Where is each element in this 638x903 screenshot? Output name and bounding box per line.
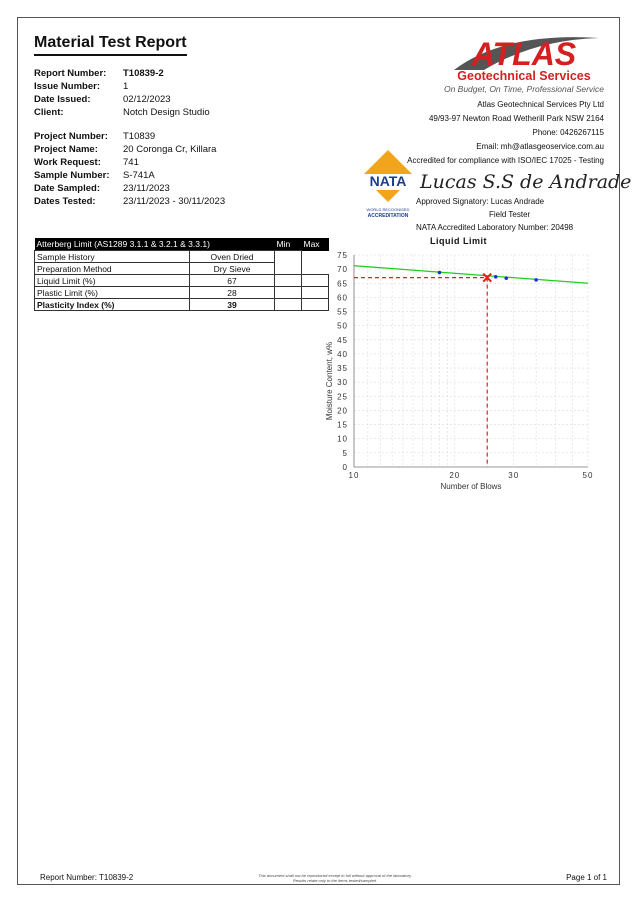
row-label: Preparation Method bbox=[35, 263, 190, 275]
data-point bbox=[534, 278, 538, 282]
nata-caption-1: WORLD RECOGNISED bbox=[366, 207, 410, 212]
row-label: Plastic Limit (%) bbox=[35, 287, 190, 299]
company-name: Atlas Geotechnical Services Pty Ltd bbox=[477, 100, 604, 109]
x-axis-label: Number of Blows bbox=[440, 482, 502, 491]
signature-text: Lucas S.S de Andrade bbox=[420, 171, 632, 193]
y-tick-label: 35 bbox=[337, 364, 348, 374]
row-value: Dry Sieve bbox=[190, 263, 275, 275]
field-date-sampled: Date Sampled: 23/11/2023 bbox=[34, 183, 170, 194]
y-tick-label: 65 bbox=[337, 279, 348, 289]
y-tick-label: 0 bbox=[342, 463, 348, 472]
signatory-block bbox=[416, 195, 573, 234]
approved-signatory: Approved Signatory: Lucas Andrade bbox=[416, 197, 545, 206]
atterberg-header-row bbox=[35, 238, 329, 251]
fit-line bbox=[354, 266, 588, 284]
row-value: 28 bbox=[190, 287, 275, 299]
y-tick-label: 40 bbox=[337, 349, 348, 359]
signature bbox=[416, 162, 632, 198]
liquid-limit-chart bbox=[320, 245, 600, 493]
table-row bbox=[35, 287, 329, 299]
y-tick-label: 15 bbox=[337, 420, 348, 430]
row-value: 67 bbox=[190, 275, 275, 287]
footer-report-number: Report Number: T10839-2 bbox=[40, 873, 134, 882]
company-accreditation: Accredited for compliance with ISO/IEC 17025 - Testing bbox=[407, 156, 604, 165]
row-min bbox=[275, 299, 302, 311]
field-project-number: Project Number: T10839 bbox=[34, 131, 156, 142]
footer-disclaimer bbox=[240, 873, 430, 883]
row-min bbox=[275, 251, 302, 275]
field-client: Client: Notch Design Studio bbox=[34, 107, 210, 118]
report-title: Material Test Report bbox=[34, 34, 187, 56]
company-email: Email: mh@atlasgeoservice.com.au bbox=[476, 142, 604, 151]
table-row bbox=[35, 251, 329, 263]
signatory-role: Field Tester bbox=[489, 210, 531, 219]
disclaimer-line-2: Results relate only to the items tested/sampled. bbox=[292, 878, 378, 883]
y-tick-label: 75 bbox=[337, 251, 348, 260]
project-fields bbox=[34, 130, 284, 208]
y-tick-label: 25 bbox=[337, 392, 348, 402]
row-min bbox=[275, 287, 302, 299]
logo-subtitle: Geotechnical Services bbox=[457, 69, 591, 83]
disclaimer-line-1: This document shall not be reproduced except in full without approval of the laboratory. bbox=[258, 873, 412, 878]
field-report-number: Report Number: T10839-2 bbox=[34, 68, 164, 79]
y-tick-label: 50 bbox=[337, 321, 348, 331]
header-fields bbox=[34, 67, 284, 119]
field-date-issued: Date Issued: 02/12/2023 bbox=[34, 94, 171, 105]
max-header: Max bbox=[302, 238, 329, 251]
y-axis-label: Moisture Content, w% bbox=[325, 341, 334, 421]
nata-triangle-bottom bbox=[376, 190, 400, 202]
logo-tagline: On Budget, On Time, Professional Service bbox=[443, 84, 605, 94]
field-work-request: Work Request: 741 bbox=[34, 157, 139, 168]
atterberg-table bbox=[34, 238, 329, 311]
table-row bbox=[35, 275, 329, 287]
nata-wordmark: NATA bbox=[369, 173, 407, 189]
field-project-name: Project Name: 20 Coronga Cr, Killara bbox=[34, 144, 217, 155]
data-point bbox=[504, 276, 508, 280]
x-tick-label: 50 bbox=[582, 471, 594, 480]
table-row bbox=[35, 299, 329, 311]
row-label: Liquid Limit (%) bbox=[35, 275, 190, 287]
nata-lab-number: NATA Accredited Laboratory Number: 20498 bbox=[416, 223, 574, 232]
nata-logo bbox=[362, 148, 414, 220]
field-issue-number: Issue Number: 1 bbox=[34, 81, 129, 92]
row-label: Plasticity Index (%) bbox=[35, 299, 190, 311]
company-phone: Phone: 0426267115 bbox=[532, 128, 604, 137]
atterberg-header: Atterberg Limit (AS1289 3.1.1 & 3.2.1 & 3.3.1) bbox=[35, 238, 275, 251]
data-point bbox=[494, 275, 498, 279]
row-value: Oven Dried bbox=[190, 251, 275, 263]
logo-wordmark: ATLAS bbox=[471, 36, 577, 72]
atlas-logo bbox=[444, 30, 604, 96]
row-label: Sample History bbox=[35, 251, 190, 263]
y-tick-label: 20 bbox=[337, 406, 348, 416]
y-tick-label: 5 bbox=[342, 448, 348, 458]
field-dates-tested: Dates Tested: 23/11/2023 - 30/11/2023 bbox=[34, 196, 226, 207]
data-point bbox=[438, 271, 442, 275]
y-tick-label: 70 bbox=[337, 265, 348, 275]
y-tick-label: 30 bbox=[337, 378, 348, 388]
x-tick-label: 20 bbox=[449, 471, 461, 480]
company-address: 49/93-97 Newton Road Wetherill Park NSW 2164 bbox=[428, 114, 604, 123]
y-tick-label: 45 bbox=[337, 335, 348, 345]
field-sample-number: Sample Number: S-741A bbox=[34, 170, 155, 181]
nata-triangle-top bbox=[364, 150, 412, 174]
company-details bbox=[407, 98, 604, 168]
x-tick-label: 30 bbox=[508, 471, 520, 480]
nata-caption-2: ACCREDITATION bbox=[367, 213, 409, 219]
row-value: 39 bbox=[190, 299, 275, 311]
row-min bbox=[275, 275, 302, 287]
y-tick-label: 55 bbox=[337, 307, 348, 317]
y-tick-label: 10 bbox=[337, 434, 348, 444]
chart-title: Liquid Limit bbox=[430, 236, 487, 246]
x-tick-label: 10 bbox=[348, 471, 360, 480]
y-tick-label: 60 bbox=[337, 293, 348, 303]
min-header: Min bbox=[275, 238, 302, 251]
footer-page: Page 1 of 1 bbox=[566, 873, 607, 882]
